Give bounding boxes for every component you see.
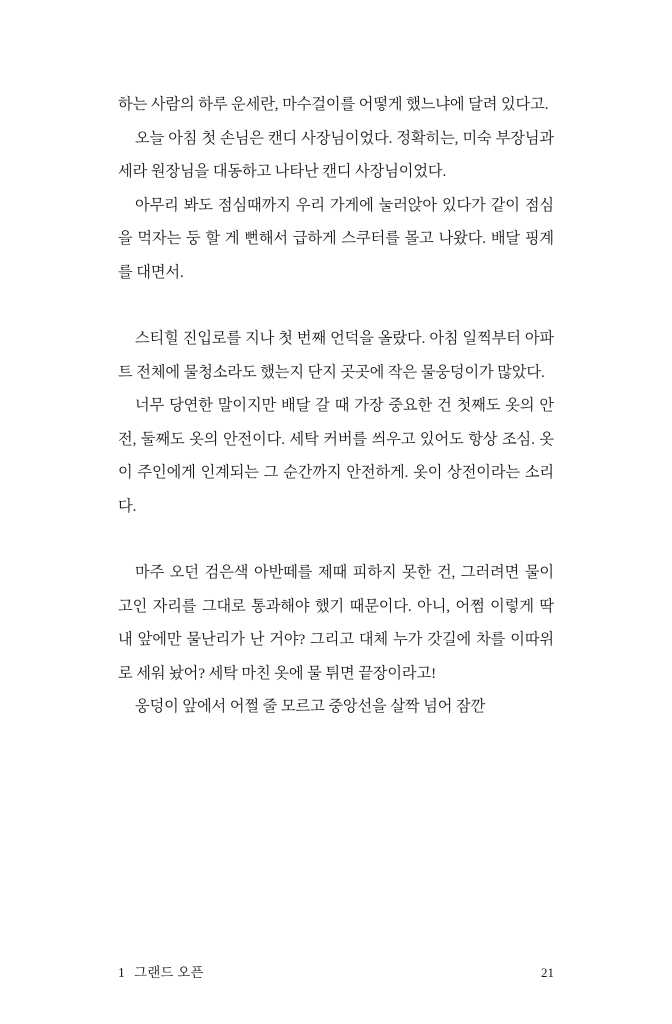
text-block-3 xyxy=(118,556,554,724)
paragraph: 아무리 봐도 점심때까지 우리 가게에 눌러앉아 있다가 같이 점심을 먹자는 둥 할 게 뻔해서 급하게 스쿠터를 몰고 나왔다. 배달 핑계를 대면서. xyxy=(118,196,554,281)
page-body xyxy=(118,88,554,724)
text-block-1 xyxy=(118,88,554,289)
page-footer xyxy=(118,961,554,981)
block-separator xyxy=(118,523,554,556)
paragraph: 오늘 아침 첫 손님은 캔디 사장님이었다. 정확히는, 미숙 부장님과 세라 원장님을 대동하고 나타난 캔디 사장님이었다. xyxy=(118,129,554,180)
paragraph: 웅덩이 앞에서 어쩔 줄 모르고 중앙선을 살짝 넘어 잠깐 xyxy=(135,698,486,715)
paragraph: 하는 사람의 하루 운세란, 마수걸이를 어떻게 했느냐에 달려 있다고. xyxy=(118,96,549,113)
chapter-title: 그랜드 오픈 xyxy=(133,965,204,980)
chapter-number: 1 xyxy=(118,965,125,980)
footer-chapter xyxy=(118,961,204,981)
text-block-2 xyxy=(118,322,554,523)
block-separator xyxy=(118,289,554,322)
paragraph: 스티힐 진입로를 지나 첫 번째 언덕을 올랐다. 아침 일찍부터 아파트 전체에 물청소라도 했는지 단지 곳곳에 작은 물웅덩이가 많았다. xyxy=(118,330,554,381)
page-number: 21 xyxy=(541,965,554,980)
paragraph: 마주 오던 검은색 아반떼를 제때 피하지 못한 건, 그러려면 물이 고인 자리를 그대로 통과해야 했기 때문이다. 아니, 어쩜 이렇게 딱 내 앞에만 물난리가 난 거야? 그리고 대체 누가 갓길에 차를 이따위로 세워 놨어? 세탁 마친 옷에 물 튀면 끝장이라고! xyxy=(118,564,554,682)
paragraph: 너무 당연한 말이지만 배달 갈 때 가장 중요한 건 첫째도 옷의 안전, 둘째도 옷의 안전이다. 세탁 커버를 씌우고 있어도 항상 조심. 옷이 주인에게 인계되는 그 순간까지 안전하게. 옷이 상전이라는 소리다. xyxy=(118,397,554,515)
